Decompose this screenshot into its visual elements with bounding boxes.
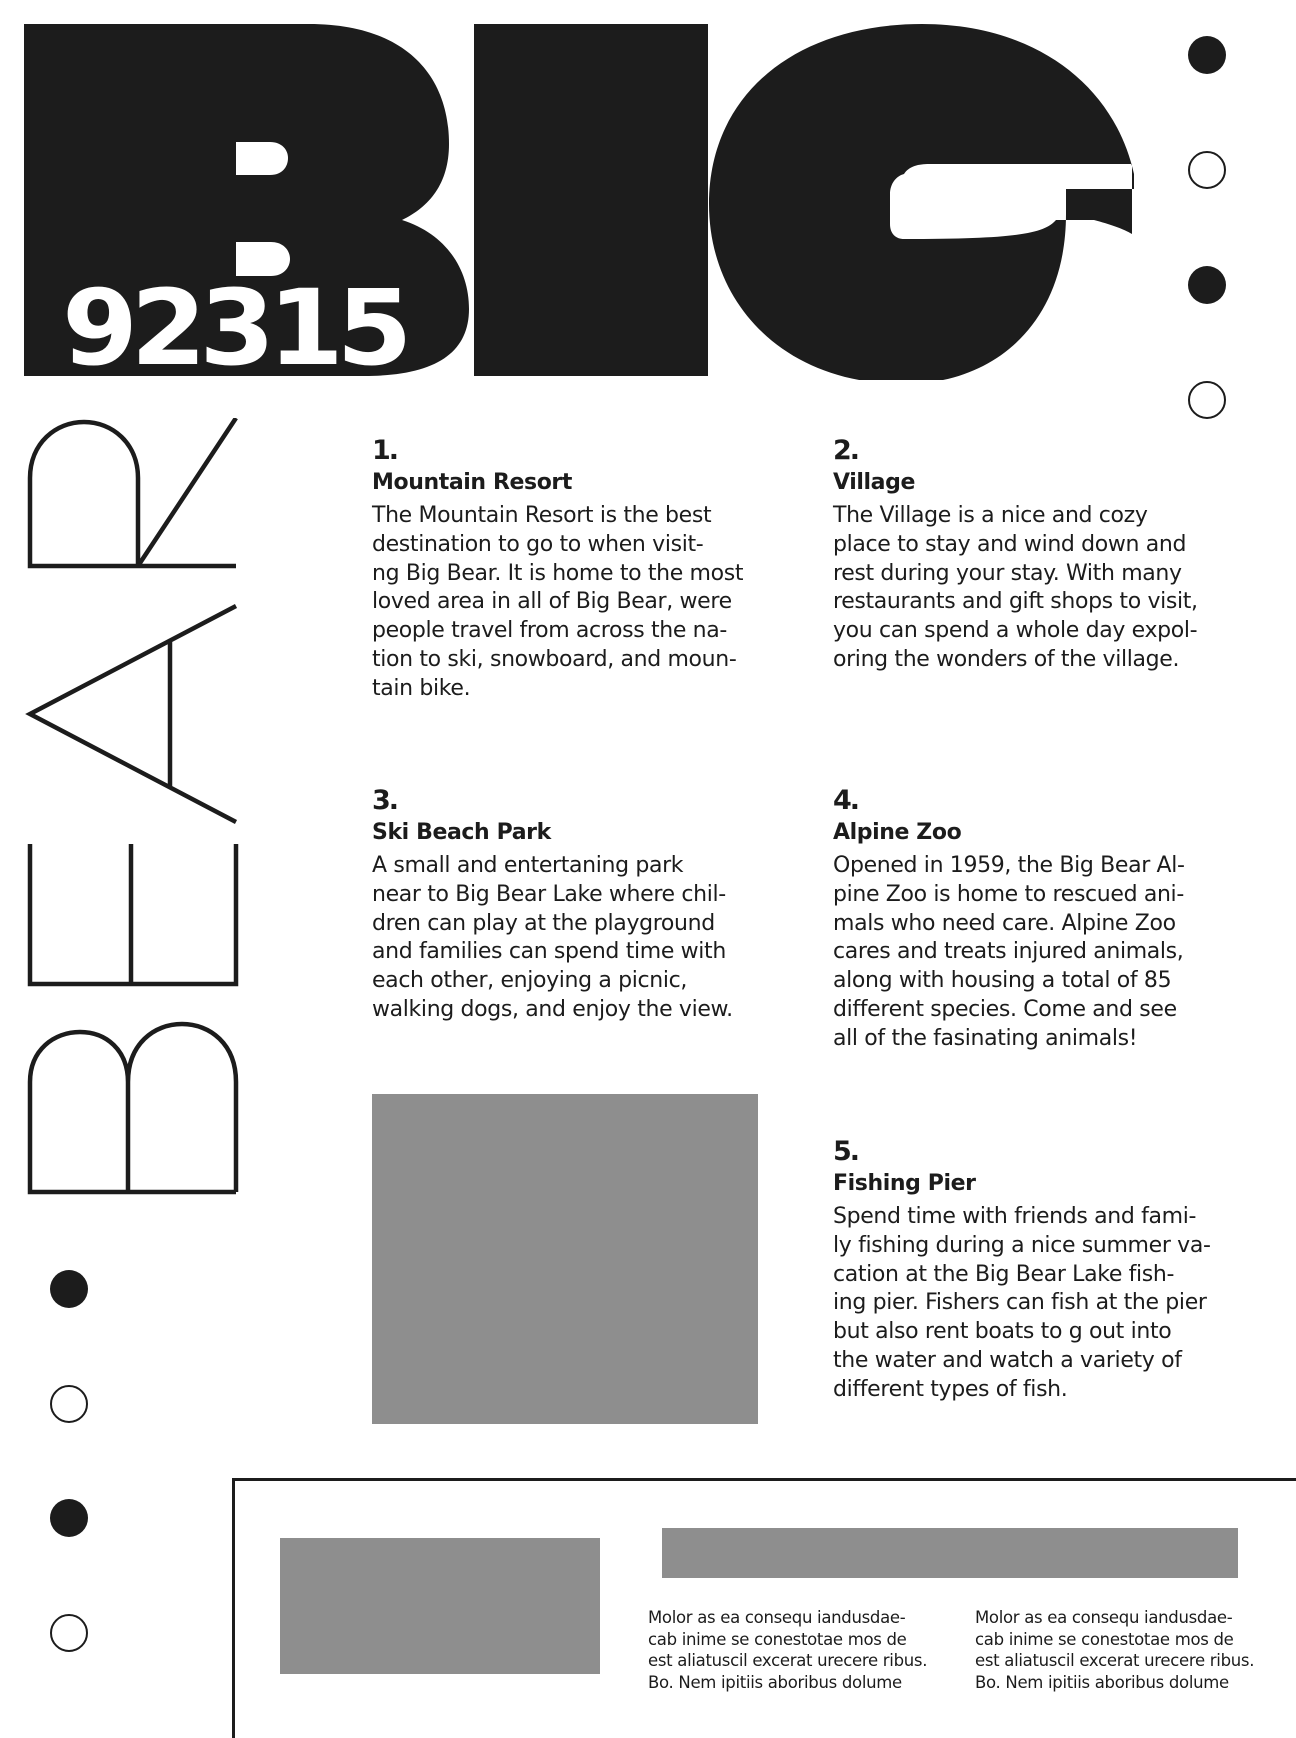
attraction-number: 3.: [372, 785, 398, 816]
attraction-ski-beach-park: [372, 786, 772, 1025]
attraction-title: Fishing Pier: [833, 1171, 976, 1196]
dot-hollow: [1188, 381, 1226, 419]
attraction-alpine-zoo: [833, 786, 1233, 1054]
letter-r: [30, 418, 236, 566]
bear-vertical-wordmark: [24, 418, 240, 1198]
attraction-village: [833, 436, 1233, 675]
dot-hollow: [50, 1385, 88, 1423]
letter-g: [709, 24, 1134, 380]
dot-filled: [1188, 266, 1226, 304]
dot-filled: [1188, 36, 1226, 74]
letter-b-outline: [30, 1024, 236, 1192]
attraction-number: 2.: [833, 435, 859, 466]
attraction-description: A small and entertaning park near to Big Bear Lake where chil- dren can play at the playground and families can spend time with each other, enjoying a picnic, walking dogs, and enjoy the view.: [372, 853, 733, 1022]
letter-e: [30, 844, 236, 984]
attraction-number: 5.: [833, 1136, 859, 1167]
dot-filled: [50, 1499, 88, 1537]
attraction-title: Ski Beach Park: [372, 820, 551, 845]
attraction-description: Opened in 1959, the Big Bear Al- pine Zoo is home to rescued ani- mals who need care. Alpine Zoo cares and treats injured animals, along with housing a total of 85 different species. Come and see all of the fasinating animals!: [833, 853, 1185, 1051]
attraction-description: Spend time with friends and fami- ly fishing during a nice summer va- cation at the Big Bear Lake fish- ing pier. Fishers can fish at the pier but also rent boats to g out into the water and watch a variety of different types of fish.: [833, 1204, 1211, 1402]
footer-text-column: Molor as ea consequ iandusdae- cab inime se conestotae mos de est aliatuscil excerat urecere ribus. Bo. Nem ipitiis aboribus dolume: [975, 1608, 1255, 1692]
attraction-description: The Village is a nice and cozy place to stay and wind down and rest during your stay. With many restaurants and gift shops to visit, you can spend a whole day expol- oring the wonders of the village.: [833, 503, 1198, 672]
image-placeholder: [372, 1094, 758, 1424]
dot-hollow: [50, 1614, 88, 1652]
attraction-description: The Mountain Resort is the best destination to go to when visit- ng Big Bear. It is home to the most loved area in all of Big Bear, were people travel from across the na- tion to ski, snowboard, and moun- tain bike.: [372, 503, 744, 701]
footer-text-column: Molor as ea consequ iandusdae- cab inime se conestotae mos de est aliatuscil excerat urecere ribus. Bo. Nem ipitiis aboribus dolume: [648, 1608, 928, 1692]
letter-a: [30, 606, 236, 822]
attraction-number: 4.: [833, 785, 859, 816]
attraction-title: Mountain Resort: [372, 470, 572, 495]
attraction-mountain-resort: [372, 436, 772, 704]
attraction-title: Alpine Zoo: [833, 820, 962, 845]
footer-image-placeholder: [280, 1538, 600, 1674]
zip-code: 92315: [62, 267, 406, 389]
attraction-fishing-pier: [833, 1137, 1233, 1405]
attraction-title: Village: [833, 470, 915, 495]
attraction-number: 1.: [372, 435, 398, 466]
dot-hollow: [1188, 151, 1226, 189]
masthead-big: [24, 24, 1144, 389]
letter-i: [474, 24, 708, 376]
dot-filled: [50, 1270, 88, 1308]
footer-heading-placeholder: [662, 1528, 1238, 1578]
